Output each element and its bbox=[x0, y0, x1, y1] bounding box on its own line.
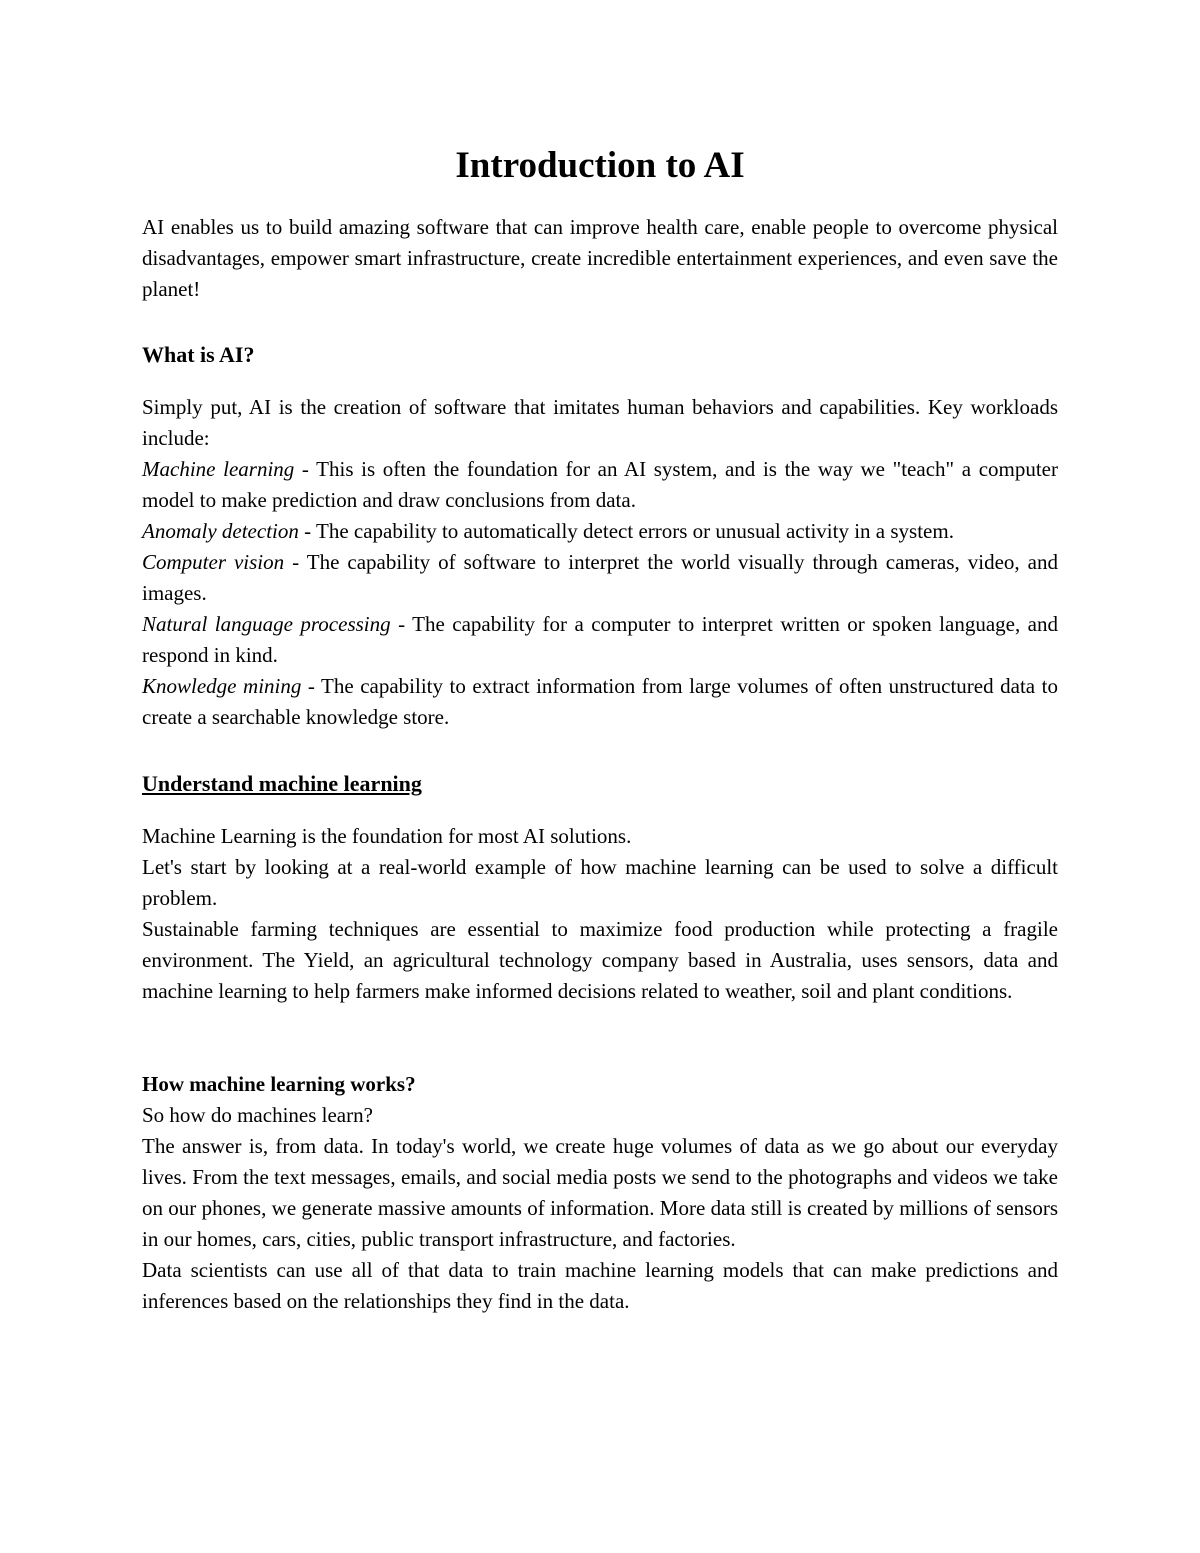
workload-desc: - The capability to extract information from large volumes of often unstructured data to create a searchable knowledge store. bbox=[142, 674, 1058, 729]
workload-desc: - The capability to automatically detect errors or unusual activity in a system. bbox=[298, 519, 954, 543]
workload-desc: - The capability of software to interpret the world visually through cameras, video, and images. bbox=[142, 550, 1058, 605]
intro-section bbox=[142, 212, 1058, 305]
workload-desc: - This is often the foundation for an AI system, and is the way we "teach" a computer model to make prediction and draw conclusions from data. bbox=[142, 457, 1058, 512]
workload-item bbox=[142, 454, 1058, 516]
understand-ml-paragraph: Let's start by looking at a real-world example of how machine learning can be used to solve a difficult problem. bbox=[142, 855, 1058, 910]
understand-ml-section bbox=[142, 768, 1058, 799]
what-is-ai-body bbox=[142, 392, 1058, 733]
how-ml-works-heading: How machine learning works? bbox=[142, 1072, 416, 1096]
how-ml-works-paragraph: Data scientists can use all of that data to train machine learning models that can make predictions and inferences based on the relationships they find in the data. bbox=[142, 1258, 1058, 1313]
page-title: Introduction to AI bbox=[455, 145, 745, 186]
how-ml-works-paragraph: So how do machines learn? bbox=[142, 1103, 373, 1127]
workload-term: Anomaly detection bbox=[142, 519, 299, 543]
what-is-ai-paragraph: Simply put, AI is the creation of software that imitates human behaviors and capabilities. Key workloads include: bbox=[142, 395, 1058, 450]
how-ml-works-section bbox=[142, 1069, 1058, 1317]
workload-term: Natural language processing bbox=[142, 612, 391, 636]
workload-item bbox=[142, 516, 1058, 547]
workload-desc: - The capability for a computer to interpret written or spoken language, and respond in kind. bbox=[142, 612, 1058, 667]
how-ml-works-paragraph: The answer is, from data. In today's world, we create huge volumes of data as we go about our everyday lives. From the text messages, emails, and social media posts we send to the photographs and videos we take on our phones, we generate massive amounts of information. More data still is created by millions of sensors in our homes, cars, cities, public transport infrastructure, and factories. bbox=[142, 1134, 1058, 1251]
workload-term: Knowledge mining bbox=[142, 674, 302, 698]
workload-item bbox=[142, 547, 1058, 609]
workload-item bbox=[142, 671, 1058, 733]
workload-item bbox=[142, 609, 1058, 671]
intro-paragraph: AI enables us to build amazing software that can improve health care, enable people to overcome physical disadvantages, empower smart infrastructure, create incredible entertainment experiences, and even save the planet! bbox=[142, 215, 1058, 301]
what-is-ai-section bbox=[142, 339, 1058, 370]
understand-ml-body bbox=[142, 821, 1058, 1007]
understand-ml-paragraph: Sustainable farming techniques are essential to maximize food production while protecting a fragile environment. The Yield, an agricultural technology company based in Australia, uses sensors, data and machine learning to help farmers make informed decisions related to weather, soil and plant conditions. bbox=[142, 917, 1058, 1003]
understand-ml-heading: Understand machine learning bbox=[142, 771, 422, 796]
workload-term: Computer vision bbox=[142, 550, 285, 574]
workload-term: Machine learning bbox=[142, 457, 295, 481]
understand-ml-paragraph: Machine Learning is the foundation for most AI solutions. bbox=[142, 824, 632, 848]
what-is-ai-heading: What is AI? bbox=[142, 342, 255, 367]
